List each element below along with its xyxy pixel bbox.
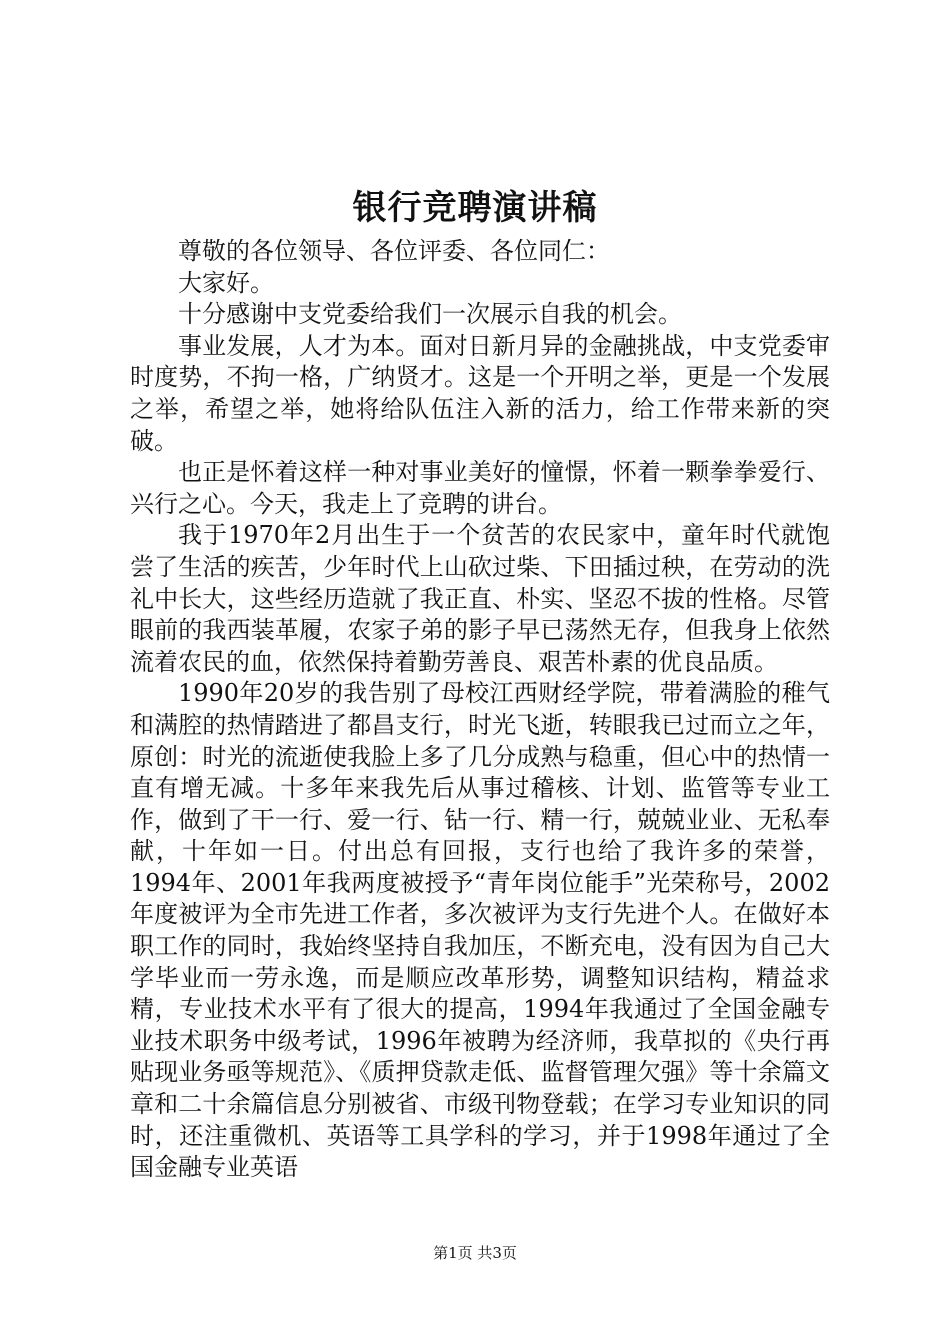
- paragraph-salutation: 尊敬的各位领导、各位评委、各位同仁：: [178, 237, 610, 265]
- paragraph-background: 我于1970年2月出生于一个贫苦的农民家中，童年时代就饱尝了生活的疾苦，少年时代上山砍过柴、下田插过秧，在劳动的洗礼中长大，这些经历造就了我正直、朴实、坚忍不拔的性格。尽管眼前的我西装革履，农家子弟的影子早已荡然无存，但我身上依然流着农民的血，依然保持着勤劳善良、艰苦朴素的优良品质。: [130, 521, 830, 676]
- document-title: 银行竞聘演讲稿: [352, 188, 598, 228]
- paragraph-thanks: 十分感谢中支党委给我们一次展示自我的机会。: [178, 300, 682, 329]
- paragraph-greeting: 大家好。: [178, 268, 274, 297]
- paragraph-aspiration: 也正是怀着这样一种对事业美好的憧憬，怀着一颗拳拳爱行、兴行之心。今天，我走上了竞聘的讲台。: [130, 458, 830, 518]
- document-body: [130, 236, 830, 1184]
- paragraph-development: 事业发展，人才为本。面对日新月异的金融挑战，中支党委审时度势，不拘一格，广纳贤才。这是一个开明之举，更是一个发展之举，希望之举，她将给队伍注入新的活力，给工作带来新的突破。: [130, 331, 830, 455]
- paragraph-career: 1990年20岁的我告别了母校江西财经学院，带着满脸的稚气和满腔的热情踏进了都昌支行，时光飞逝，转眼我已过而立之年，原创：时光的流逝使我脸上多了几分成熟与稳重，但心中的热情一直有增无减。十多年来我先后从事过稽核、计划、监管等专业工作，做到了干一行、爱一行、钻一行、精一行，兢兢业业、无私奉献，十年如一日。付出总有回报，支行也给了我许多的荣誉，1994年、2001年我两度被授予“青年岗位能手”光荣称号，2002年度被评为全市先进工作者，多次被评为支行先进个人。在做好本职工作的同时，我始终坚持自我加压，不断充电，没有因为自己大学毕业而一劳永逸，而是顺应改革形势，调整知识结构，精益求精，专业技术水平有了很大的提高，1994年我通过了全国金融专业技术职务中级考试，1996年被聘为经济师，我草拟的《央行再贴现业务亟等规范》、《质押贷款走低、监督管理欠强》等十余篇文章和二十余篇信息分别被省、市级刊物登载；在学习专业知识的同时，还注重微机、英语等工具学科的学习，并于1998年通过了全国金融专业英语: [130, 679, 830, 1182]
- page-number: 第1页 共3页: [433, 1244, 517, 1262]
